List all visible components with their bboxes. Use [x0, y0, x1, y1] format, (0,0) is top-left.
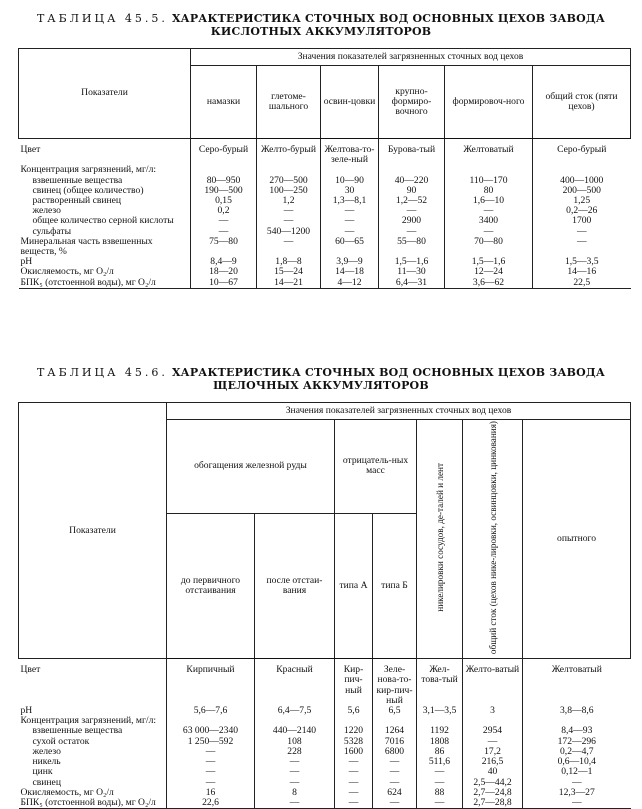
table2-title-label: ТАБЛИЦА 45.6. — [36, 366, 168, 379]
table1-cell: — — [321, 216, 379, 226]
table2-row — [19, 747, 631, 757]
table2-cell: 5,6 — [335, 706, 373, 716]
table1-cell: — — [191, 227, 257, 237]
table1-row-label: Минеральная часть взвешенных веществ, % — [20, 235, 153, 258]
table1-cell: 3,6—62 — [445, 278, 533, 289]
table1-col-4: формировоч-ного — [445, 66, 533, 139]
table1-cell: 22,5 — [533, 278, 631, 289]
table1-cell: 400—1000 — [533, 176, 631, 186]
table1-cell: 1,3—8,1 — [321, 196, 379, 206]
table2-cell: Желто-ватый — [463, 665, 523, 706]
table1-row-label: взвешенные вещества — [32, 174, 123, 186]
table1-col-1: глетоме-шального — [257, 66, 321, 139]
table2-cell: 12,3—27 — [523, 788, 631, 798]
table1-cell: Серо-бурый — [533, 145, 631, 165]
table1-cell: — — [321, 206, 379, 216]
table1-cell: 270—500 — [257, 176, 321, 186]
table1-cell: 6,4—31 — [379, 278, 445, 289]
table2-row-label: Цвет — [20, 664, 41, 676]
table1-row-label: БПК₅ (отстоенной воды), мг O₂/л — [19, 278, 191, 289]
table2-row-label: никель — [32, 756, 61, 768]
table2-cell: — — [373, 778, 417, 788]
table2-row-label: свинец — [32, 776, 61, 788]
table1-row-label: железо — [32, 205, 61, 217]
table1-cell: — — [445, 206, 533, 216]
table1-cell: 70—80 — [445, 237, 533, 257]
table2-cell: 5,6—7,6 — [167, 706, 255, 716]
table2-cell: 6,5 — [373, 706, 417, 716]
table1-col-2: освин-цовки — [321, 66, 379, 139]
table2-title — [0, 366, 642, 392]
table1-cell: 10—90 — [321, 176, 379, 186]
table1 — [18, 48, 631, 289]
table1-title-line2: КИСЛОТНЫХ АККУМУЛЯТОРОВ — [210, 25, 432, 38]
table2-row — [19, 788, 631, 798]
table2-col-nickel: никелировки сосудов, де-талей и лент — [417, 420, 463, 659]
table1-cell: 55—80 — [379, 237, 445, 257]
table2-cell: — — [373, 798, 417, 809]
table2-cell: — — [373, 757, 417, 767]
table2-row — [19, 778, 631, 788]
table1-cell: 1,6—10 — [445, 196, 533, 206]
table2-head-group: Значения показателей загрязненных сточных вод цехов — [167, 403, 631, 420]
table1-cell: Желто-бурый — [257, 145, 321, 165]
table2-row-label: взвешенные вещества — [32, 725, 123, 737]
table2-row-label: Окисляемость, мг O₂/л — [20, 786, 114, 798]
table2-cell: 3,1—3,5 — [417, 706, 463, 716]
table2-row — [19, 726, 631, 736]
table1-cell: — — [191, 216, 257, 226]
table1-cell: 75—80 — [191, 237, 257, 257]
table2-cell: — — [417, 767, 463, 777]
table1-cell: Бурова-тый — [379, 145, 445, 165]
table1-cell: 1,5—1,6 — [445, 257, 533, 267]
table2-cell: — — [255, 767, 335, 777]
table1-cell: — — [321, 227, 379, 237]
table2-cell: — — [255, 757, 335, 767]
table1-title-text: ХАРАКТЕРИСТИКА СТОЧНЫХ ВОД ОСНОВНЫХ ЦЕХОВ ЗАВОДА — [171, 12, 606, 25]
table1-row-label: pH — [20, 256, 33, 268]
table1-row-label: Окисляемость, мг O₂/л — [20, 266, 114, 278]
table2-cell: 6800 — [373, 747, 417, 757]
table2-row-label: БПК₅ (отстоенной воды), мг O₂/л — [19, 798, 167, 809]
table2-cell: 40 — [463, 767, 523, 777]
table1-row-label: Концентрация загрязнений, мг/л: — [20, 164, 157, 176]
table1-row-label: общее количество серной кислоты — [32, 215, 174, 227]
table1-cell: 60—65 — [321, 237, 379, 257]
table1-cell: 0,15 — [191, 196, 257, 206]
table1-cell: 1,5—1,6 — [379, 257, 445, 267]
table2-cell: — — [523, 778, 631, 788]
table2-cell: — — [417, 778, 463, 788]
table1-cell: — — [379, 206, 445, 216]
table2-cell: Красный — [255, 665, 335, 706]
table2-row — [19, 798, 631, 809]
table2-col-typeB: типа Б — [373, 513, 417, 658]
table1-cell: 11—30 — [379, 267, 445, 277]
table1-cell: — — [379, 227, 445, 237]
table2-cell: Жел-това-тый — [417, 665, 463, 706]
table1-cell: 1,2 — [257, 196, 321, 206]
table2-cell: 6,4—7,5 — [255, 706, 335, 716]
table2 — [18, 402, 631, 809]
table1-cell: 1700 — [533, 216, 631, 226]
table2-col-before: до первичного отстаивания — [167, 513, 255, 658]
table2-row-label: сухой остаток — [32, 735, 90, 747]
table2-title-text: ХАРАКТЕРИСТИКА СТОЧНЫХ ВОД ОСНОВНЫХ ЦЕХОВ ЗАВОДА — [171, 366, 606, 379]
table1-cell: — — [533, 227, 631, 237]
table1-row — [19, 196, 631, 206]
table1-cell: — — [257, 237, 321, 257]
table2-cell: — — [335, 798, 373, 809]
table2-cell: 88 — [417, 788, 463, 798]
table1-cell: — — [533, 237, 631, 257]
table1-row — [19, 237, 631, 257]
table2-cell: 2,7—24,8 — [463, 788, 523, 798]
table2-cell: — — [167, 757, 255, 767]
table1-col-0: намазки — [191, 66, 257, 139]
table2-cell: — — [167, 767, 255, 777]
table2-cell: — — [335, 788, 373, 798]
table1-cell: Желтоватый — [445, 145, 533, 165]
table1-cell: 2900 — [379, 216, 445, 226]
table2-cell: — — [335, 778, 373, 788]
table2-row — [19, 737, 631, 747]
table2-cell: 17,2 — [463, 747, 523, 757]
table1-cell: 190—500 — [191, 186, 257, 196]
table1-cell: 8,4—9 — [191, 257, 257, 267]
table1-row-label: растворенный свинец — [32, 195, 122, 207]
table1-row — [19, 278, 631, 289]
table1-cell: 1,2—52 — [379, 196, 445, 206]
table2-row-label: Концентрация загрязнений, мг/л: — [20, 715, 157, 727]
table2-cell: 7016 — [373, 737, 417, 747]
table2-cell: 1220 — [335, 726, 373, 736]
table2-col-exp: опытного — [523, 420, 631, 659]
table2-col-after: после отстаи-вания — [255, 513, 335, 658]
table2-cell: 1 250—592 — [167, 737, 255, 747]
table1-cell: 3400 — [445, 216, 533, 226]
table2-cell: — — [167, 747, 255, 757]
table1-cell: 110—170 — [445, 176, 533, 186]
table1-cell: 1,8—8 — [257, 257, 321, 267]
table2-cell: 228 — [255, 747, 335, 757]
table2-cell: — — [335, 767, 373, 777]
table2-cell: 3,8—8,6 — [523, 706, 631, 716]
table2-cell: — — [463, 737, 523, 747]
table2-cell: Кирпичный — [167, 665, 255, 706]
table1-cell: 15—24 — [257, 267, 321, 277]
table1-title-label: ТАБЛИЦА 45.5. — [36, 12, 168, 25]
table1-cell: 10—67 — [191, 278, 257, 289]
table2-cell: 108 — [255, 737, 335, 747]
table2-cell: 172—296 — [523, 737, 631, 747]
table2-cell: 1192 — [417, 726, 463, 736]
table1-head-param: Показатели — [19, 49, 191, 139]
table1-cell: 12—24 — [445, 267, 533, 277]
table2-cell: 0,2—4,7 — [523, 747, 631, 757]
table2-cell: 2,5—44,2 — [463, 778, 523, 788]
table2-cell: 2954 — [463, 726, 523, 736]
table1-cell: 14—16 — [533, 267, 631, 277]
table2-sub-neg: отрицатель-ных масс — [335, 420, 417, 514]
table2-cell: 216,5 — [463, 757, 523, 767]
table2-cell: 86 — [417, 747, 463, 757]
table1-cell: — — [445, 227, 533, 237]
table2-cell: — — [167, 778, 255, 788]
table2-cell: 1264 — [373, 726, 417, 736]
table1-col-3: крупно-формиро-вочного — [379, 66, 445, 139]
table2-cell: 3 — [463, 706, 523, 716]
table2-cell: 63 000—2340 — [167, 726, 255, 736]
table1-cell: 18—20 — [191, 267, 257, 277]
table1-cell: 200—500 — [533, 186, 631, 196]
table1-col-5: общий сток (пяти цехов) — [533, 66, 631, 139]
table2-cell: — — [335, 757, 373, 767]
table2-sub-ore: обогащения железной руды — [167, 420, 335, 514]
table1-cell: 100—250 — [257, 186, 321, 196]
table1-cell: 80—950 — [191, 176, 257, 186]
table2-cell: — — [373, 767, 417, 777]
table2-row-label: pH — [20, 705, 33, 717]
table1-row — [19, 216, 631, 226]
table2-cell: 624 — [373, 788, 417, 798]
table1-cell: 3,9—9 — [321, 257, 379, 267]
table1-row-label: сульфаты — [32, 225, 72, 237]
table2-cell: 1600 — [335, 747, 373, 757]
table2-cell: 2,7—28,8 — [463, 798, 523, 809]
table1-cell: 4—12 — [321, 278, 379, 289]
table1-cell: — — [257, 216, 321, 226]
table1-cell: 80 — [445, 186, 533, 196]
table2-head-param: Показатели — [19, 403, 167, 659]
table2-cell: — — [255, 798, 335, 809]
table2-row-label: железо — [32, 745, 61, 757]
table2-cell: Зеле-новa-то-кир-пич-ный — [373, 665, 417, 706]
table2-row — [19, 665, 631, 706]
table1-cell: Серо-бурый — [191, 145, 257, 165]
table1-head-group: Значения показателей загрязненных сточных вод цехов — [191, 49, 631, 66]
table2-cell: 440—2140 — [255, 726, 335, 736]
table2-cell: 5328 — [335, 737, 373, 747]
table2-cell: 8 — [255, 788, 335, 798]
table1-cell: 1,5—3,5 — [533, 257, 631, 267]
table2-col-typeA: типа А — [335, 513, 373, 658]
table1-row — [19, 145, 631, 165]
table2-row-label: цинк — [32, 766, 53, 778]
table2-row — [19, 767, 631, 777]
table1-cell: Желтова-то-зеле-ный — [321, 145, 379, 165]
table2-cell: 1808 — [417, 737, 463, 747]
table1-row-label: Цвет — [20, 144, 41, 155]
table2-cell: Кир-пич-ный — [335, 665, 373, 706]
table1-cell: 14—21 — [257, 278, 321, 289]
table1-cell: 0,2 — [191, 206, 257, 216]
table2-cell: 8,4—93 — [523, 726, 631, 736]
table2-row — [19, 757, 631, 767]
table2-cell: Желтоватый — [523, 665, 631, 706]
table2-title-line2: ЩЕЛОЧНЫХ АККУМУЛЯТОРОВ — [213, 379, 429, 392]
table2-cell: 511,6 — [417, 757, 463, 767]
table1-cell: 1,25 — [533, 196, 631, 206]
table1-cell: — — [257, 206, 321, 216]
table2-cell: 22,6 — [167, 798, 255, 809]
table2-cell: — — [523, 798, 631, 809]
table1-cell: 0,2—26 — [533, 206, 631, 216]
table2-cell: — — [417, 798, 463, 809]
table1-cell: 90 — [379, 186, 445, 196]
table1-cell: 540—1200 — [257, 227, 321, 237]
table1-cell: 14—18 — [321, 267, 379, 277]
table1-cell: 30 — [321, 186, 379, 196]
table2-cell: — — [255, 778, 335, 788]
table1-title — [0, 12, 642, 38]
table2-cell: 0,6—10,4 — [523, 757, 631, 767]
table2-col-total: общий сток (цехов нике-лировки, освинцовки, цинкования) — [463, 420, 523, 659]
table1-cell: 40—220 — [379, 176, 445, 186]
table2-cell: 0,12—1 — [523, 767, 631, 777]
table2-cell: 16 — [167, 788, 255, 798]
table1-row-label: свинец (общее количество) — [32, 184, 144, 196]
